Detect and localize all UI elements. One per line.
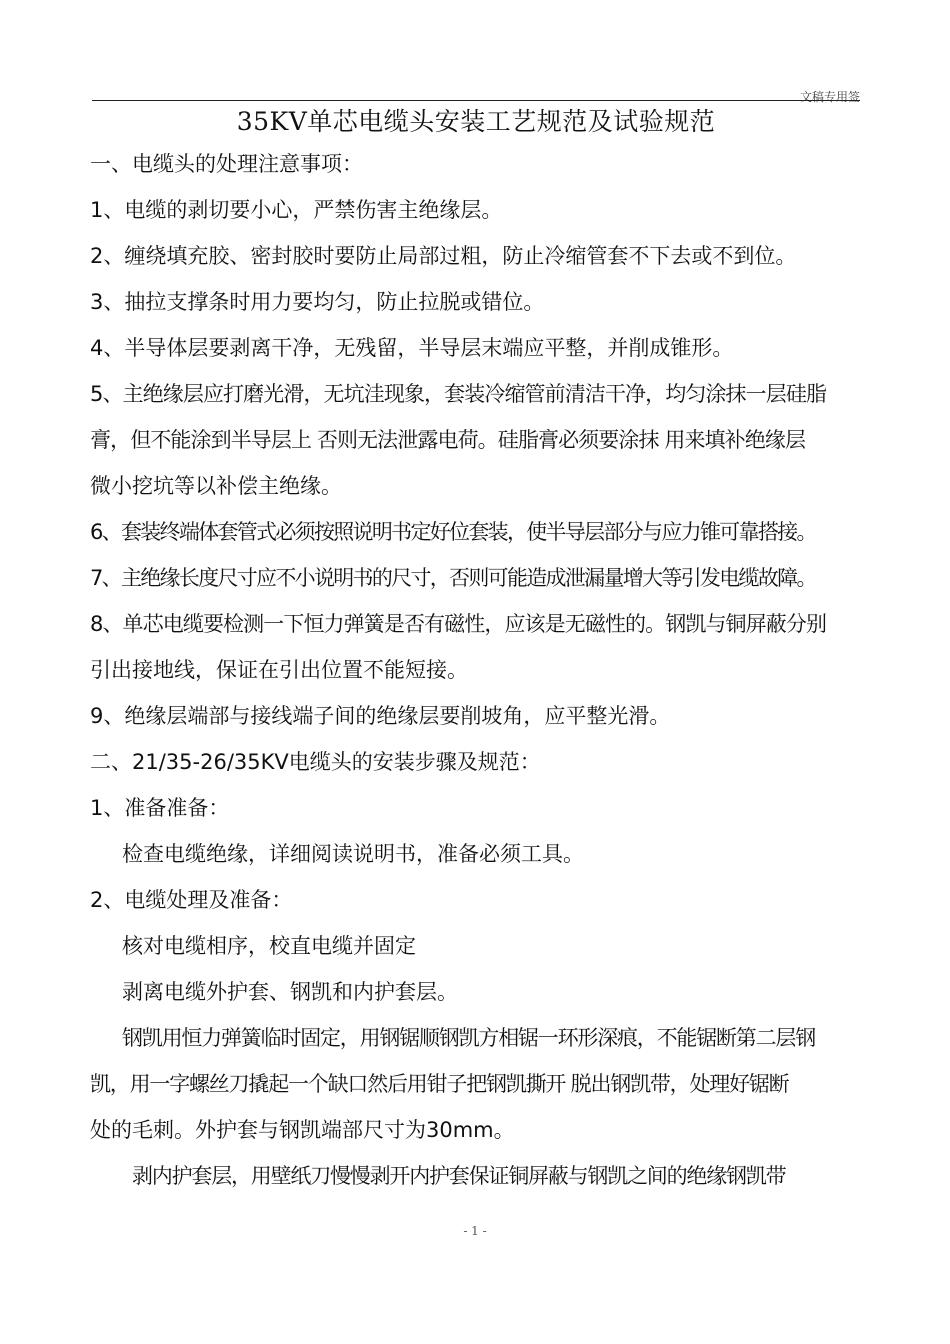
header-tag: 文稿专用签: [799, 90, 860, 104]
paragraph-line: 8、单芯电缆要检测一下恒力弹簧是否有磁性，应该是无磁性的。钢凯与铜屏蔽分别: [90, 612, 827, 636]
paragraph-line: 引出接地线，保证在引出位置不能短接。: [90, 658, 468, 682]
paragraph-line: 微小挖坑等以补偿主绝缘。: [90, 474, 342, 498]
paragraph-line: 1、电缆的剥切要小心，严禁伤害主绝缘层。: [90, 198, 503, 222]
paragraph-line: 1、准备准备：: [90, 796, 230, 820]
section-heading-2: 二、21/35-26/35KV电缆头的安装步骤及规范：: [90, 750, 541, 774]
paragraph-line: 钢凯用恒力弹簧临时固定，用钢锯顺钢凯方相锯一环形深痕，不能锯断第二层钢: [122, 1026, 815, 1050]
paragraph-line: 2、电缆处理及准备：: [90, 888, 293, 912]
paragraph-line: 5、主绝缘层应打磨光滑，无坑洼现象，套装冷缩管前清洁干净，均匀涂抹一层硅脂: [90, 382, 827, 406]
paragraph-line: 处的毛刺。外护套与钢凯端部尺寸为30mm。: [90, 1118, 515, 1142]
paragraph-line: 4、半导体层要剥离干净，无残留，半导层末端应平整，并削成锥形。: [90, 336, 734, 360]
document-title: 35KV单芯电缆头安装工艺规范及试验规范: [236, 107, 716, 136]
paragraph-line: 凯，用一字螺丝刀撬起一个缺口然后用钳子把钢凯撕开 脱出钢凯带，处理好锯断: [90, 1072, 789, 1096]
paragraph-line: 2、缠绕填充胶、密封胶时要防止局部过粗，防止冷缩管套不下去或不到位。: [90, 244, 797, 268]
paragraph-line: 7、主绝缘长度尺寸应不小说明书的尺寸，否则可能造成泄漏量增大等引发电缆故障。: [90, 566, 816, 590]
paragraph-line: 膏，但不能涂到半导层上 否则无法泄露电荷。硅脂膏必须要涂抹 用来填补绝缘层: [90, 428, 806, 452]
paragraph-line: 剥内护套层，用壁纸刀慢慢剥开内护套保证铜屏蔽与钢凯之间的绝缘钢凯带: [132, 1164, 786, 1188]
paragraph-line: 3、抽拉支撑条时用力要均匀，防止拉脱或错位。: [90, 290, 545, 314]
paragraph-line: 6、套装终端体套管式必须按照说明书定好位套装，使半导层部分与应力锥可靠搭接。: [90, 520, 816, 544]
section-heading-1: 一、电缆头的处理注意事项：: [90, 152, 363, 176]
paragraph-line: 剥离电缆外护套、钢凯和内护套层。: [122, 980, 458, 1004]
paragraph-line: 检查电缆绝缘，详细阅读说明书，准备必须工具。: [122, 842, 584, 866]
header-rule: [92, 100, 860, 101]
paragraph-line: 9、绝缘层端部与接线端子间的绝缘层要削坡角，应平整光滑。: [90, 704, 671, 728]
paragraph-line: 核对电缆相序，校直电缆并固定: [122, 934, 416, 958]
page-number: - 1 -: [463, 1224, 487, 1238]
